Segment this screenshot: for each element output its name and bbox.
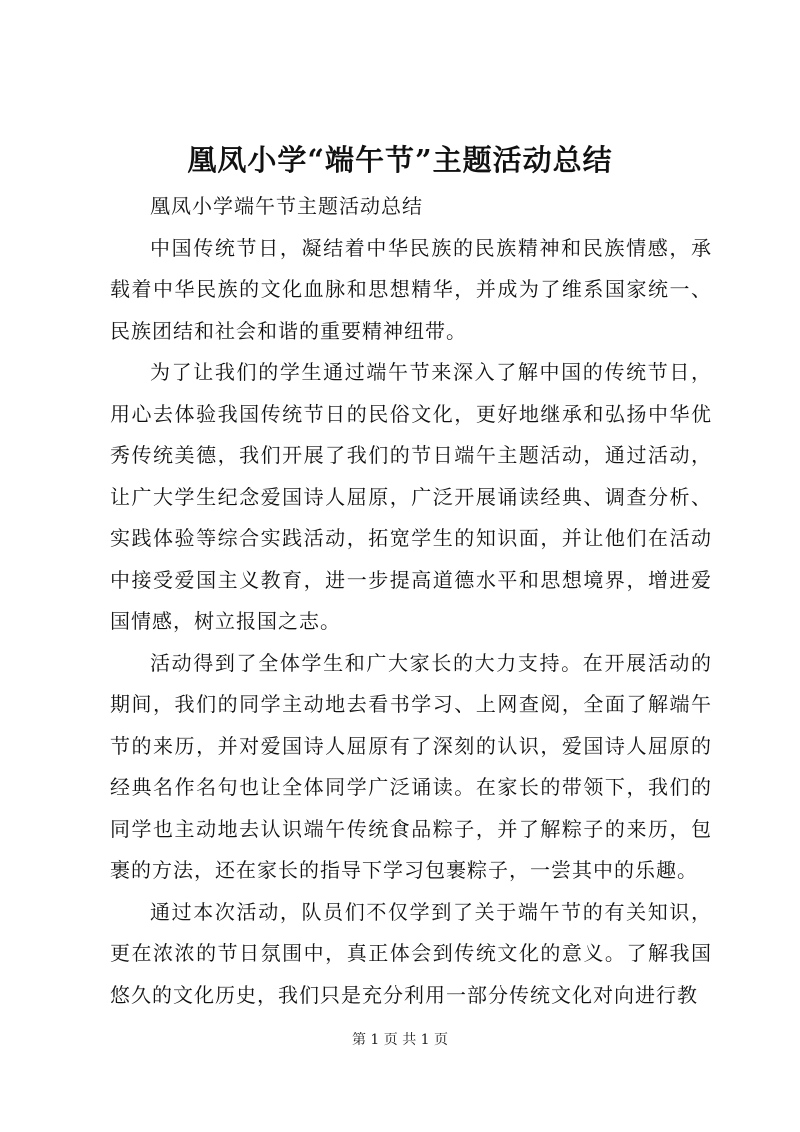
page-footer: 第 1 页 共 1 页 [351, 1032, 449, 1048]
subtitle-paragraph: 凰凤小学端午节主题活动总结 [150, 194, 423, 218]
body-paragraph: 为了让我们的学生通过端午节来深入了解中国的传统节日，用心去体验我国传统节日的民俗文化，更好地继承和弘扬中华优秀传统美德，我们开展了我们的节日端午主题活动，通过活动，让广大学生纪念爱国诗人屈原，广泛开展诵读经典、调查分析、实践体验等综合实践活动，拓宽学生的知识面，并让他们在活动中接受爱国主义教育，进一步提高道德水平和思想境界，增进爱国情感，树立报国之志。 [110, 360, 712, 633]
body-paragraph: 中国传统节日，凝结着中华民族的民族精神和民族情感，承载着中华民族的文化血脉和思想精华，并成为了维系国家统一、民族团结和社会和谐的重要精神纽带。 [110, 235, 712, 343]
document-body [110, 186, 712, 1016]
document-title: 凰凤小学“端午节”主题活动总结 [187, 143, 613, 177]
body-paragraph: 通过本次活动，队员们不仅学到了关于端午节的有关知识，更在浓浓的节日氛围中，真正体会到传统文化的意义。了解我国悠久的文化历史，我们只是充分利用一部分传统文化对向进行教 [110, 899, 712, 1007]
body-paragraph: 活动得到了全体学生和广大家长的大力支持。在开展活动的期间，我们的同学主动地去看书学习、上网查阅，全面了解端午节的来历，并对爱国诗人屈原有了深刻的认识，爱国诗人屈原的经典名作名句也让全体同学广泛诵读。在家长的带领下，我们的同学也主动地去认识端午传统食品粽子，并了解粽子的来历，包裹的方法，还在家长的指导下学习包裹粽子，一尝其中的乐趣。 [110, 650, 712, 882]
